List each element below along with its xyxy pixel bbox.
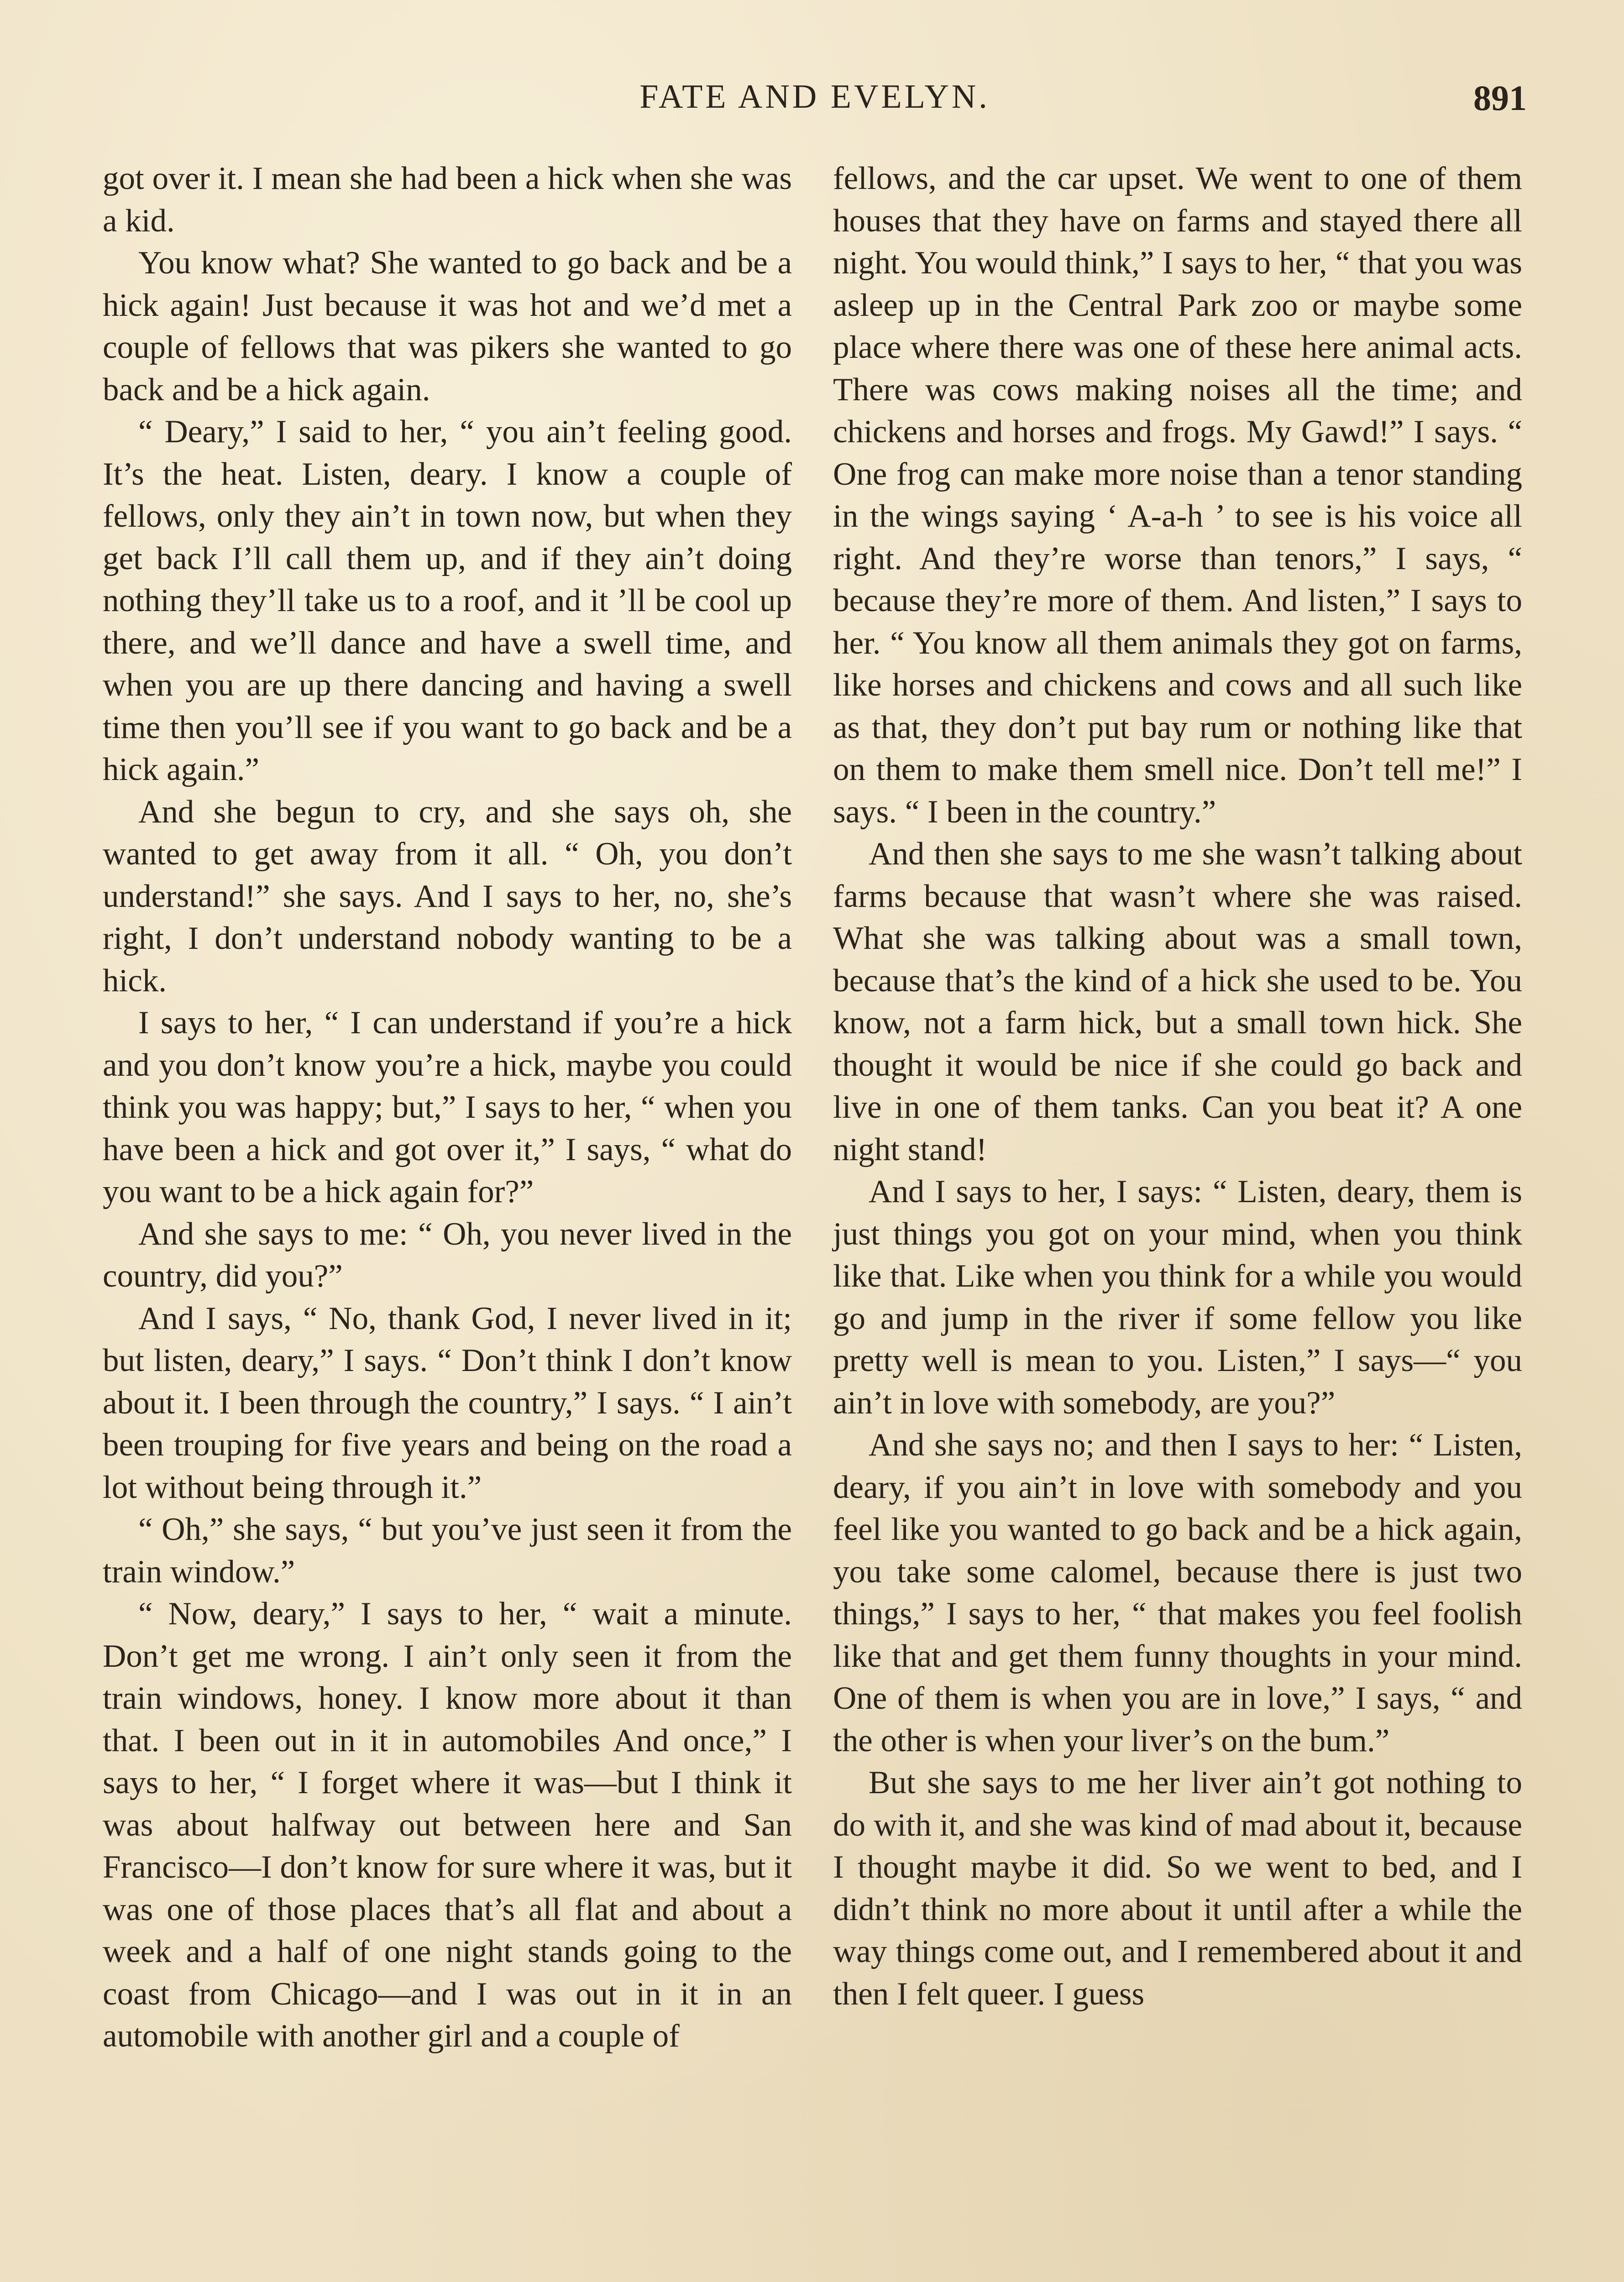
paragraph: You know what? She wanted to go back and be a hick again! Just because it was hot and we’d met a couple of fellows that was pikers she wanted to go back and be a hick again. <box>103 245 792 408</box>
paragraph: “ Oh,” she says, “ but you’ve just seen it from the train window.” <box>103 1512 792 1590</box>
paragraph: fellows, and the car upset. We went to one of them houses that they have on farms and stayed there all night. You would think,” I says to her, “ that you was asleep up in the Central Park zoo or maybe some place where there was one of these here animal acts. There was cows making noises all the time; and chickens and horses and frogs. My Gawd!” I says. “ One frog can make more noise than a tenor standing in the wings saying ‘ A-a-h ’ to see is his voice all right. And they’re worse than tenors,” I says, “ because they’re more of them. And listen,” I says to her. “ You know all them animals they got on farms, like horses and chickens and cows and all such like as that, they don’t put bay rum or nothing like that on them to make them smell nice. Don’t tell me!” I says. “ I been in the country.” <box>833 161 1522 830</box>
page-number: 891 <box>1473 78 1527 118</box>
left-column <box>103 157 792 2057</box>
paragraph: And then she says to me she wasn’t talking about farms because that wasn’t where she was raised. What she was talking about was a small town, because that’s the kind of a hick she used to be. You know, not a farm hick, but a small town hick. She thought it would be nice if she could go back and live in one of them tanks. Can you beat it? A one night stand! <box>833 836 1522 1167</box>
page-header <box>103 78 1527 128</box>
paragraph: And she begun to cry, and she says oh, she wanted to get away from it all. “ Oh, you don’t understand!” she says. And I says to her, no, she’s right, I don’t understand nobody wanting to be a hick. <box>103 794 792 999</box>
paragraph: And she says to me: “ Oh, you never lived in the country, did you?” <box>103 1216 792 1294</box>
right-column <box>833 157 1522 2015</box>
paragraph: But she says to me her liver ain’t got nothing to do with it, and she was kind of mad about it, because I thought maybe it did. So we went to bed, and I didn’t think no more about it until after a while the way things come out, and I remembered about it and then I felt queer. I guess <box>833 1765 1522 2012</box>
running-title: FATE AND EVELYN. <box>639 78 990 115</box>
paragraph: And I says, “ No, thank God, I never lived in it; but listen, deary,” I says. “ Don’t think I don’t know about it. I been through the country,” I says. “ I ain’t been trouping for five years and being on the road a lot without being through it.” <box>103 1300 792 1505</box>
paragraph: “ Deary,” I said to her, “ you ain’t feeling good. It’s the heat. Listen, deary. I know a couple of fellows, only they ain’t in town now, but when they get back I’ll call them up, and if they ain’t doing nothing they’ll take us to a roof, and it ’ll be cool up there, and we’ll dance and have a swell time, and when you are up there dancing and having a swell time then you’ll see if you want to go back and be a hick again.” <box>103 414 792 787</box>
paragraph: I says to her, “ I can understand if you’re a hick and you don’t know you’re a hick, maybe you could think you was happy; but,” I says to her, “ when you have been a hick and got over it,” I says, “ what do you want to be a hick again for?” <box>103 1005 792 1209</box>
paragraph: And she says no; and then I says to her: “ Listen, deary, if you ain’t in love with somebody and you feel like you wanted to go back and be a hick again, you take some calomel, because there is just two things,” I says to her, “ that makes you feel foolish like that and get them funny thoughts in your mind. One of them is when you are in love,” I says, “ and the other is when your liver’s on the bum.” <box>833 1427 1522 1759</box>
paragraph: And I says to her, I says: “ Listen, deary, them is just things you got on your mind, when you think like that. Like when you think for a while you would go and jump in the river if some fellow you like pretty well is mean to you. Listen,” I says—“ you ain’t in love with somebody, are you?” <box>833 1174 1522 1421</box>
paragraph: got over it. I mean she had been a hick when she was a kid. <box>103 161 792 239</box>
paragraph: “ Now, deary,” I says to her, “ wait a minute. Don’t get me wrong. I ain’t only seen it from the train windows, honey. I know more about it than that. I been out in it in automobiles And once,” I says to her, “ I forget where it was—but I think it was about halfway out between here and San Francisco—I don’t know for sure where it was, but it was one of those places that’s all flat and about a week and a half of one night stands going to the coast from Chicago—and I was out in it in an automobile with another girl and a couple of <box>103 1596 792 2054</box>
